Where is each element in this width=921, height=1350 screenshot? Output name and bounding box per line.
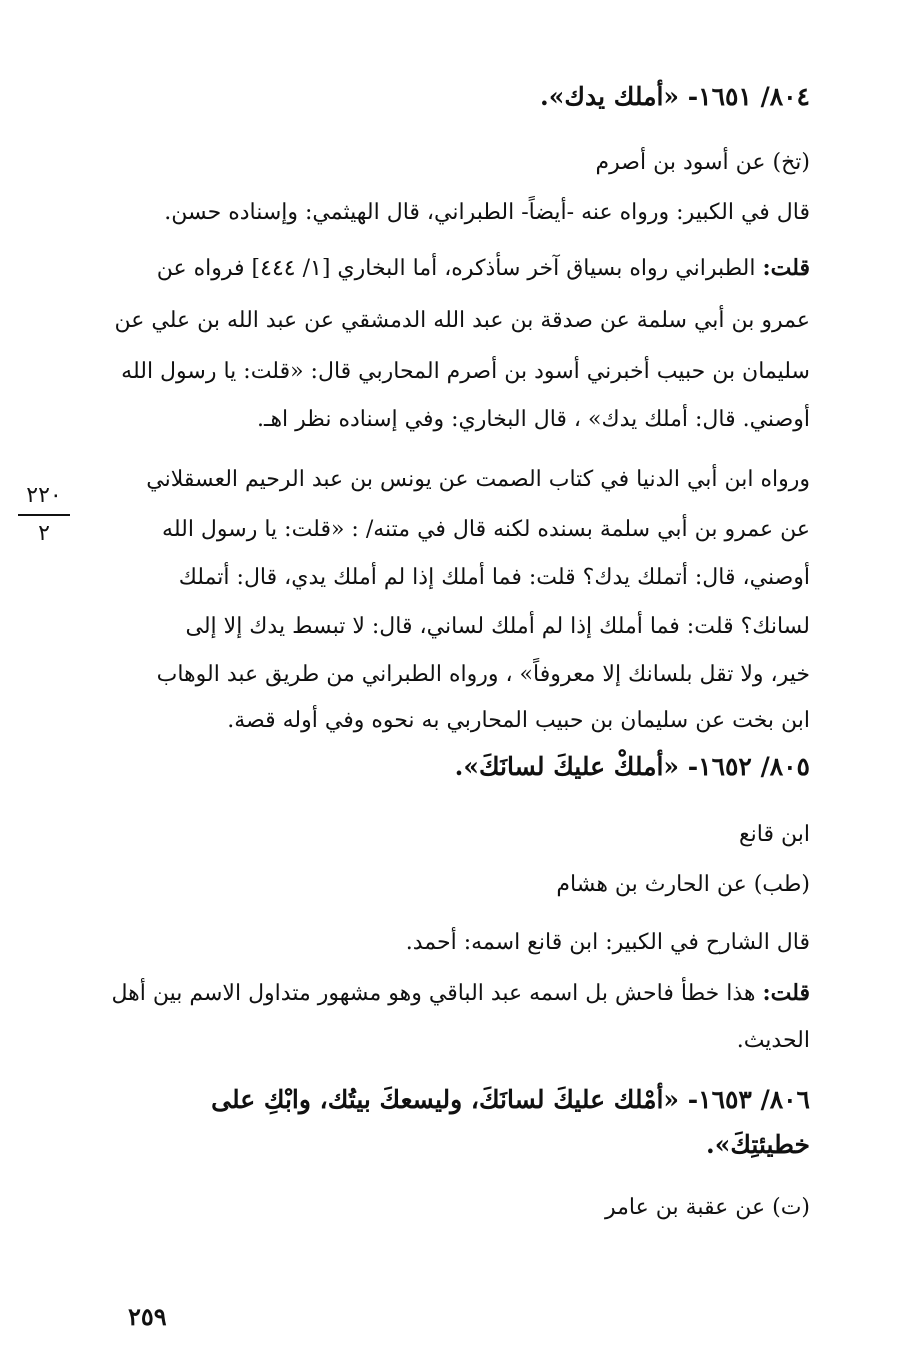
line-text: ٨٠٦/ ١٦٥٣- «أمْلك عليكَ لسانَكَ، وليسعكَ بيتُك، وابْكِ على: [211, 1085, 810, 1114]
line-text: عن عمرو بن أبي سلمة بسنده لكنه قال في متنه/ : «قلت: يا رسول الله: [162, 517, 810, 542]
margin-ref-top: ٢٢٠: [26, 483, 62, 508]
line-text: ابن بخت عن سليمان بن حبيب المحاربي به نحوه وفي أوله قصة.: [227, 708, 810, 733]
text-line-src804: [98, 148, 810, 178]
margin-page-reference: [18, 482, 70, 548]
line-text: ٨٠٤/ ١٦٥١- «أملك يدك».: [540, 82, 810, 111]
line-text: خطيئتِكَ».: [706, 1130, 810, 1159]
line-text: (تخ) عن أسود بن أصرم: [595, 150, 810, 175]
text-line-p5a: [98, 978, 810, 1009]
text-line-p5b: [98, 1026, 810, 1056]
margin-ref-bottom: ٢: [38, 521, 50, 546]
margin-ref-divider: [18, 514, 70, 516]
line-text: قال الشارح في الكبير: ابن قانع اسمه: أحمد.: [405, 930, 810, 955]
text-line-src806: [98, 1193, 810, 1223]
text-line-p3e: [98, 660, 810, 690]
line-text: ٨٠٥/ ١٦٥٢- «أملكْ عليكَ لسانَكَ».: [454, 752, 810, 781]
text-line-p3f: [98, 706, 810, 736]
line-text: هذا خطأ فاحش بل اسمه عبد الباقي وهو مشهور متداول الاسم بين أهل: [111, 981, 763, 1006]
text-line-h806a: [98, 1085, 810, 1115]
text-line-p2d: [98, 405, 810, 435]
text-line-p3c: [98, 563, 810, 593]
line-text: سليمان بن حبيب أخبرني أسود بن أصرم المحاربي قال: «قلت: يا رسول الله: [121, 359, 810, 384]
text-line-src805b: [98, 870, 810, 900]
text-line-p2a: [98, 253, 810, 284]
text-line-p2b: [98, 306, 810, 336]
text-line-p4: [98, 928, 810, 958]
line-text: (طب) عن الحارث بن هشام: [556, 872, 810, 897]
text-line-h804: [98, 82, 810, 112]
line-text: قال في الكبير: ورواه عنه -أيضاً- الطبراني، قال الهيثمي: وإسناده حسن.: [164, 200, 810, 225]
text-line-p3d: [98, 612, 810, 642]
line-text: خير، ولا تقل بلسانك إلا معروفاً» ، ورواه الطبراني من طريق عبد الوهاب: [156, 662, 810, 687]
text-line-p3a: [98, 465, 810, 495]
text-line-h805: [98, 752, 810, 782]
line-text: الحديث.: [736, 1028, 810, 1053]
text-line-p1: [98, 198, 810, 228]
line-text: عمرو بن أبي سلمة عن صدقة بن عبد الله الدمشقي عن عبد الله بن علي عن: [114, 308, 810, 333]
line-text: ابن قانع: [738, 822, 810, 847]
text-line-p3b: [98, 515, 810, 545]
page-number: ٢٥٩: [128, 1302, 167, 1331]
line-text: أوصني، قال: أتملك يدك؟ قلت: فما أملك إذا لم أملك يدي، قال: أتملك: [178, 565, 810, 590]
text-line-src805a: [98, 820, 810, 850]
line-text: ورواه ابن أبي الدنيا في كتاب الصمت عن يونس بن عبد الرحيم العسقلاني: [146, 467, 810, 492]
line-text: الطبراني رواه بسياق آخر سأذكره، أما البخاري [١/ ٤٤٤] فرواه عن: [156, 256, 763, 281]
keyword-label: قلت:: [762, 980, 810, 1006]
text-line-p2c: [98, 357, 810, 387]
line-text: لسانك؟ قلت: فما أملك إذا لم أملك لساني، قال: لا تبسط يدك إلا إلى: [185, 614, 810, 639]
keyword-label: قلت:: [762, 255, 810, 281]
line-text: (ت) عن عقبة بن عامر: [604, 1195, 810, 1220]
text-line-h806b: [98, 1130, 810, 1160]
line-text: أوصني. قال: أملك يدك» ، قال البخاري: وفي إسناده نظر اهـ.: [257, 407, 810, 432]
